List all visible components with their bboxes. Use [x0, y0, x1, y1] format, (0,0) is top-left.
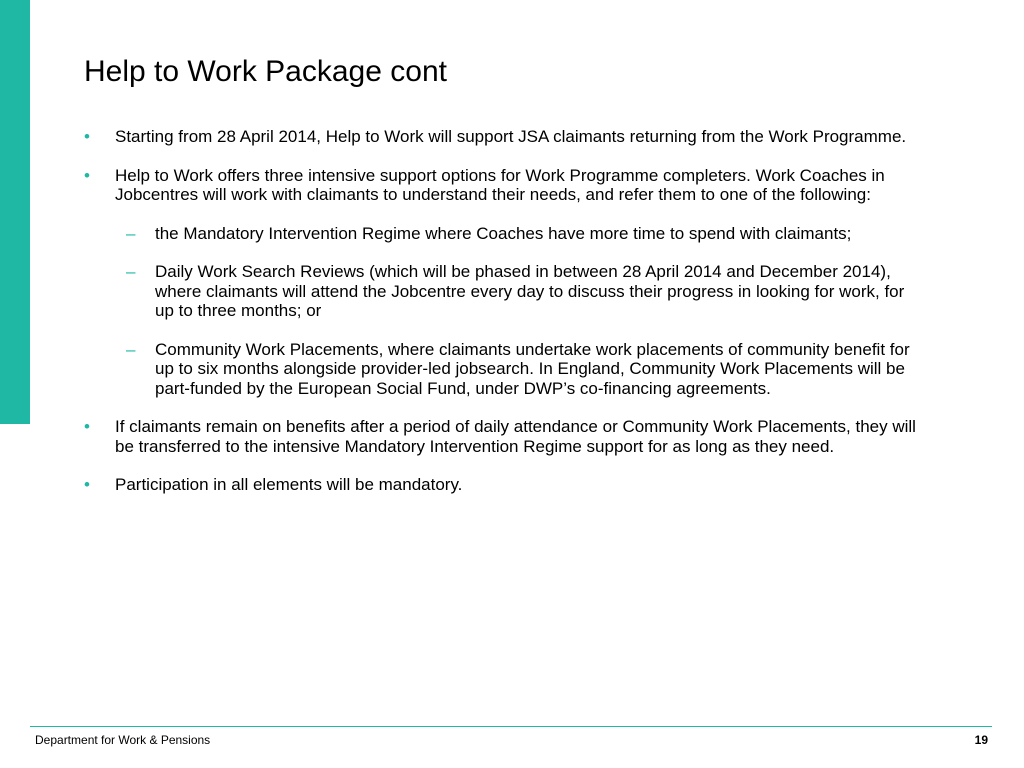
- page-number: 19: [974, 733, 988, 747]
- sub-bullet-text: Community Work Placements, where claimants undertake work placements of community benefit for up to six months alongside provider-led jobsearch. In England, Community Work Placements will be part-funded by the European Social Fund, under DWP’s co-financing agreements.: [155, 339, 910, 398]
- bullet-item: [84, 127, 924, 147]
- footer-organization: Department for Work & Pensions: [35, 733, 211, 747]
- slide-title: Help to Work Package cont: [84, 55, 447, 88]
- sub-bullet-item: [84, 340, 924, 399]
- bullet-marker: •: [84, 417, 90, 436]
- sub-bullet-item: [84, 224, 924, 244]
- sub-bullet-marker: –: [126, 262, 136, 281]
- bullet-text: Starting from 28 April 2014, Help to Work will support JSA claimants returning from the Work Programme.: [115, 127, 907, 146]
- slide-content: [84, 127, 924, 514]
- bullet-marker: •: [84, 127, 90, 146]
- bullet-text: If claimants remain on benefits after a period of daily attendance or Community Work Placements, they will be transferred to the intensive Mandatory Intervention Regime support for as long as they need.: [115, 417, 916, 456]
- bullet-marker: •: [84, 475, 90, 494]
- sub-bullet-text: the Mandatory Intervention Regime where Coaches have more time to spend with claimants;: [155, 223, 852, 243]
- sub-bullet-marker: –: [126, 223, 136, 243]
- accent-bar: [0, 0, 30, 424]
- bullet-text: Participation in all elements will be mandatory.: [115, 475, 463, 494]
- bullet-marker: •: [84, 165, 90, 185]
- sub-bullet-text: Daily Work Search Reviews (which will be phased in between 28 April 2014 and December 2014), where claimants will attend the Jobcentre every day to discuss their progress in looking for work, for up to three months; or: [155, 262, 905, 320]
- bullet-text: Help to Work offers three intensive support options for Work Programme completers. Work Coaches in Jobcentres will work with claimants to understand their needs, and refer them to one of the following:: [115, 165, 885, 204]
- bullet-item: [84, 417, 924, 456]
- bullet-item: [84, 475, 924, 495]
- bullet-item: [84, 166, 924, 205]
- sub-bullet-item: [84, 262, 924, 321]
- footer-divider: [30, 726, 992, 727]
- sub-bullet-marker: –: [126, 339, 136, 359]
